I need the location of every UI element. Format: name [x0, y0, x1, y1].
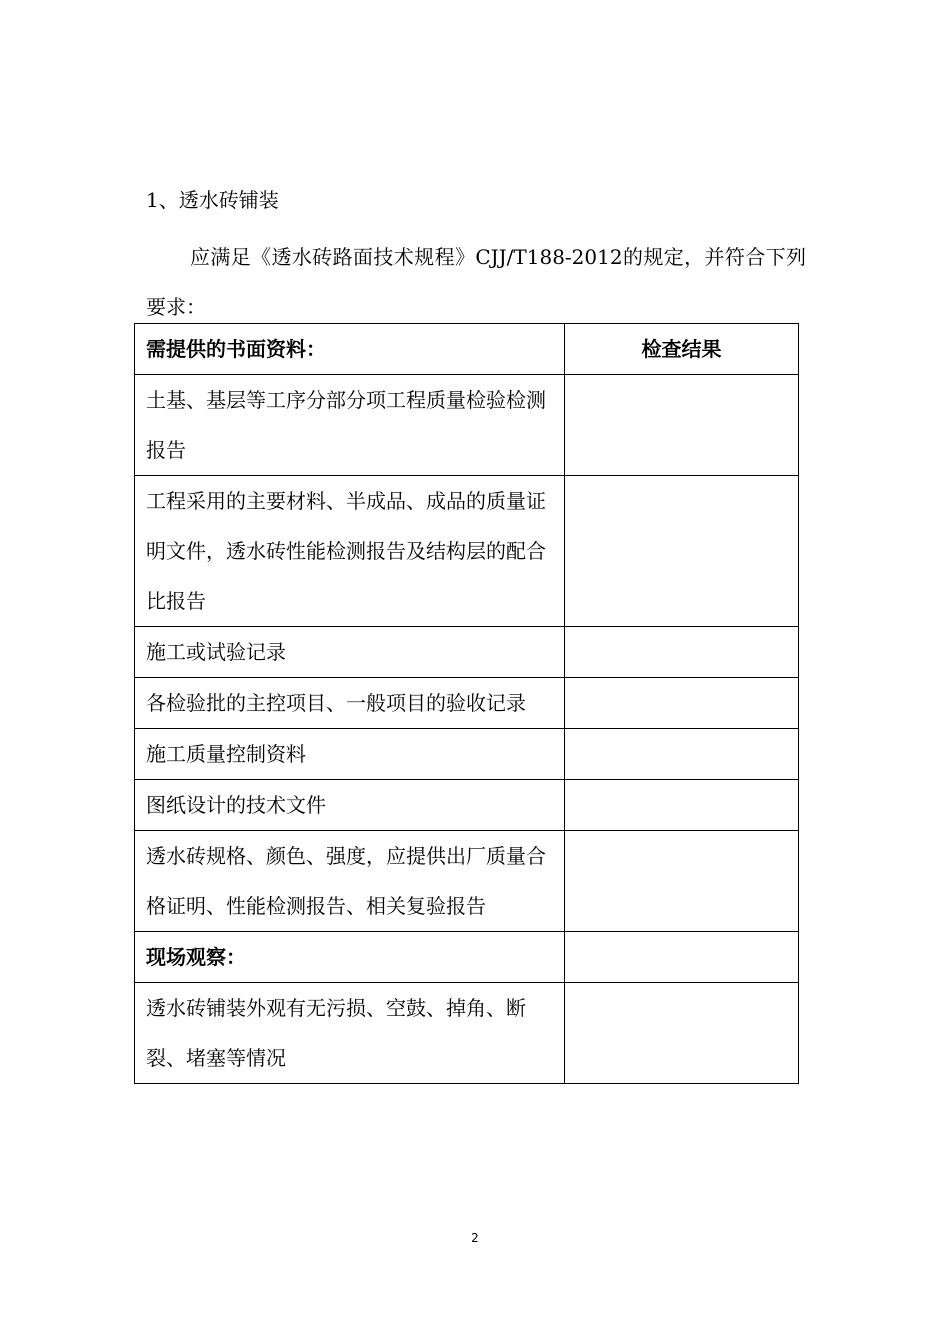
- result-cell[interactable]: [565, 780, 799, 831]
- observation-header-row: [135, 932, 799, 983]
- document-item: 施工或试验记录: [135, 627, 565, 678]
- result-cell[interactable]: [565, 983, 799, 1084]
- document-item: 各检验批的主控项目、一般项目的验收记录: [135, 678, 565, 729]
- observation-item: 透水砖铺装外观有无污损、空鼓、掉角、断裂、堵塞等情况: [135, 983, 565, 1084]
- table-row: [135, 375, 799, 476]
- table-row: [135, 831, 799, 932]
- result-cell[interactable]: [565, 831, 799, 932]
- table-row: [135, 627, 799, 678]
- table-row: [135, 983, 799, 1084]
- inspection-checklist-table: [134, 323, 799, 1084]
- result-cell[interactable]: [565, 627, 799, 678]
- result-cell[interactable]: [565, 678, 799, 729]
- document-item: 土基、基层等工序分部分项工程质量检验检测报告: [135, 375, 565, 476]
- observation-header: 现场观察：: [135, 932, 565, 983]
- result-cell[interactable]: [565, 476, 799, 627]
- result-cell[interactable]: [565, 375, 799, 476]
- intro-paragraph: 应满足《透水砖路面技术规程》CJJ/T188-2012的规定，并符合下列要求：: [146, 245, 806, 319]
- page-number: 2: [471, 1231, 479, 1245]
- table-row: [135, 678, 799, 729]
- table-row: [135, 780, 799, 831]
- document-item: 施工质量控制资料: [135, 729, 565, 780]
- document-item: 透水砖规格、颜色、强度，应提供出厂质量合格证明、性能检测报告、相关复验报告: [135, 831, 565, 932]
- table-row: [135, 729, 799, 780]
- documents-column-header: 需提供的书面资料：: [135, 324, 565, 375]
- table-row: [135, 476, 799, 627]
- document-item: 图纸设计的技术文件: [135, 780, 565, 831]
- result-cell[interactable]: [565, 729, 799, 780]
- table-header-row: [135, 324, 799, 375]
- section-heading: 1、透水砖铺装: [146, 188, 279, 212]
- result-column-header: 检查结果: [565, 324, 799, 375]
- document-item: 工程采用的主要材料、半成品、成品的质量证明文件，透水砖性能检测报告及结构层的配合比报告: [135, 476, 565, 627]
- result-cell[interactable]: [565, 932, 799, 983]
